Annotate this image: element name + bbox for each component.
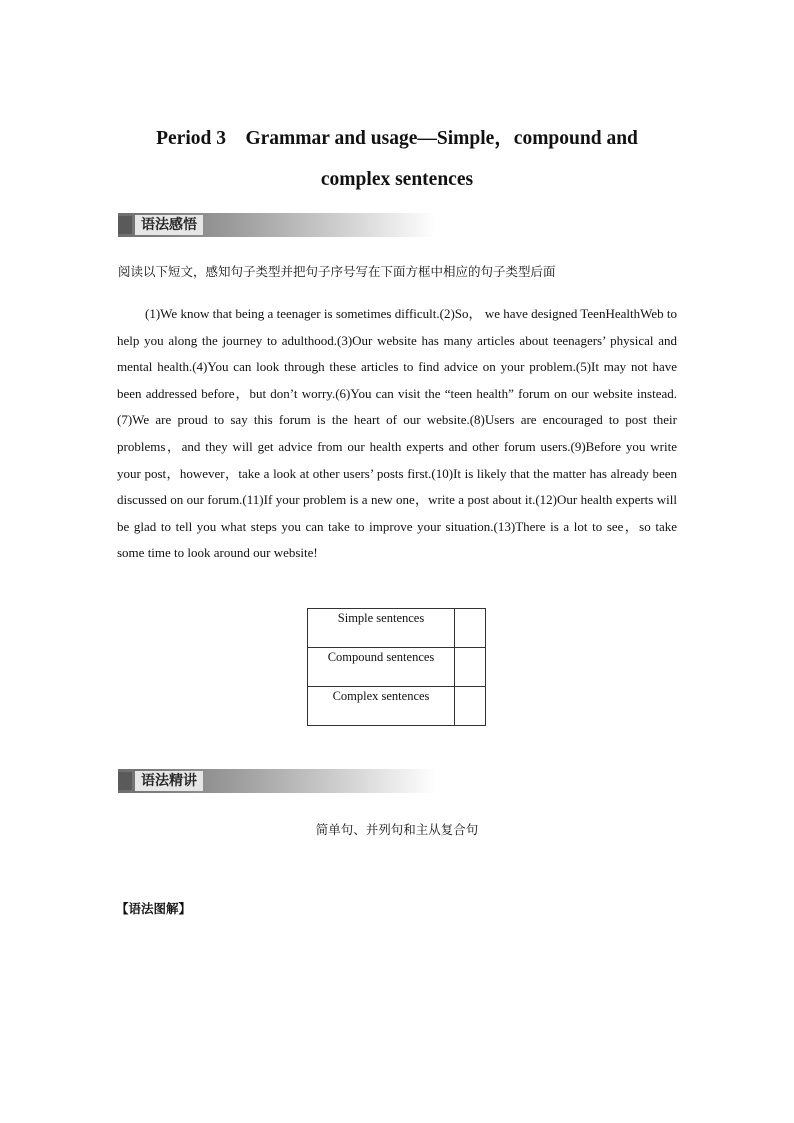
answer-cell[interactable] [455,609,486,648]
answer-cell[interactable] [455,687,486,726]
table-row [308,609,486,648]
sentence-type-label: Complex sentences [308,687,455,726]
section-subtitle: 简单句、并列句和主从复合句 [315,822,479,837]
banner-marker [118,216,132,234]
section-banner-grammar-perception [118,213,436,237]
title-line-2: complex sentences [320,169,474,190]
exercise-instruction: 阅读以下短文，感知句子类型并把句子序号写在下面方框中相应的句子类型后面 [118,264,556,279]
table-row [308,648,486,687]
section-heading-grammar-perception: 语法感悟 [135,215,203,235]
page-title [118,118,676,200]
banner-marker [118,772,132,790]
grammar-diagram-label: 【语法图解】 [116,901,192,916]
answer-cell[interactable] [455,648,486,687]
sentence-type-label: Compound sentences [308,648,455,687]
sentence-type-label: Simple sentences [308,609,455,648]
section-heading-grammar-explanation: 语法精讲 [135,771,203,791]
reading-passage: (1)We know that being a teenager is sometimes difficult.(2)So， we have designed TeenHealthWeb to help you along the journey to adulthood.(3)Our website has many articles about teenagers’ physical and mental health.(4)You can look through these articles to find advice on your problem.(5)It may not have been addressed before，but don’t worry.(6)You can visit the “teen health” forum on our website instead.(7)We are proud to say this forum is the heart of our website.(8)Users are encouraged to post their problems，and they will get advice from our health experts and other forum users.(9)Before you write your post，however，take a look at other users’ posts first.(10)It is likely that the matter has already been discussed on our forum.(11)If your problem is a new one，write a post about it.(12)Our health experts will be glad to tell you what steps you can take to improve your situation.(13)There is a lot to see，so take some time to look around our website! [117,306,677,561]
section-banner-grammar-explanation [118,769,436,793]
title-line-1: Period 3 Grammar and usage—Simple，compound and [156,128,638,149]
sentence-type-table [307,608,486,726]
table-row [308,687,486,726]
